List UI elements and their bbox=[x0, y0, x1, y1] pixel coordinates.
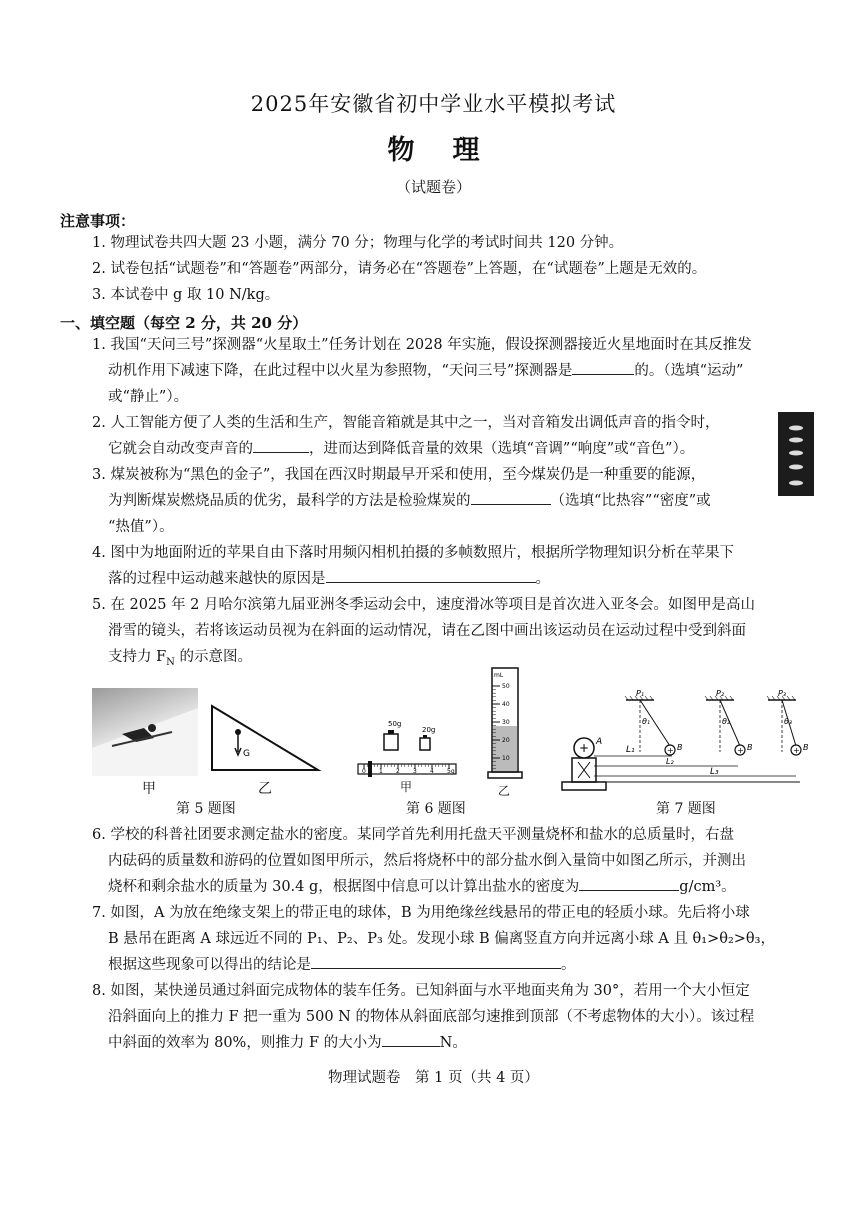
svg-text:+: + bbox=[579, 741, 590, 755]
subject-title: 物理 bbox=[387, 135, 518, 166]
angle-label: θ₃ bbox=[784, 717, 793, 726]
question-7-line: 根据这些现象可以得出的结论是 。 bbox=[108, 952, 576, 978]
answer-blank[interactable] bbox=[471, 490, 551, 505]
answer-blank[interactable] bbox=[326, 568, 536, 583]
charged-balls-diagram bbox=[560, 690, 822, 794]
cylinder-tick-label: 40 bbox=[502, 701, 510, 708]
fig6-label-a: 甲 bbox=[400, 780, 413, 794]
scale-tick-label: 5g bbox=[447, 768, 455, 775]
fig7-caption: 第 7 题图 bbox=[656, 801, 716, 817]
cylinder-tick-label: 30 bbox=[502, 719, 510, 726]
notice-item: 2. 试卷包括“试题卷”和“答题卷”两部分，请务必在“答题卷”上答题，在“试题卷”上题是无效的。 bbox=[92, 261, 707, 277]
question-5-line: 支持力 $F_N$ 的示意图。 bbox=[108, 649, 253, 668]
fig5-label-b: 乙 bbox=[258, 781, 272, 797]
answer-blank[interactable] bbox=[382, 1032, 440, 1047]
gravity-label: G bbox=[243, 749, 250, 759]
notice-heading: 注意事项： bbox=[60, 212, 136, 230]
strobe-apples bbox=[778, 412, 814, 496]
answer-blank[interactable] bbox=[311, 954, 561, 969]
fig5-label-a: 甲 bbox=[142, 781, 156, 797]
support-2 bbox=[705, 690, 753, 755]
answer-blank[interactable] bbox=[253, 438, 309, 453]
scale-tick-label: 4 bbox=[430, 768, 434, 775]
question-6-line: 6. 学校的科普社团要求测定盐水的密度。某同学首先利用托盘天平测量烧杯和盐水的总质量时，右盘 bbox=[92, 827, 734, 843]
fig6-label-b: 乙 bbox=[498, 784, 511, 798]
rider bbox=[368, 761, 372, 777]
apple-strobe-photo bbox=[778, 412, 814, 496]
scale-tick-label: 0 bbox=[362, 768, 366, 775]
question-8-line: 8. 如图，某快递员通过斜面完成物体的装车任务。已知斜面与水平地面夹角为 30°，若用一个大小恒定 bbox=[92, 983, 750, 999]
incline-diagram bbox=[206, 700, 326, 780]
question-1-line: 1. 我国“天问三号”探测器“火星取土”任务计划在 2028 年实施，假设探测器接近火星地面时在其反推发 bbox=[92, 337, 752, 353]
support-3 bbox=[767, 690, 809, 755]
angle-label: θ₂ bbox=[722, 717, 731, 726]
question-4-line: 落的过程中运动越来越快的原因是 。 bbox=[108, 566, 550, 592]
notice-item: 1. 物理试卷共四大题 23 小题，满分 70 分；物理与化学的考试时间共 120 分钟。 bbox=[92, 235, 624, 251]
question-1-line: 动机作用下减速下降，在此过程中以火星为参照物，“天问三号”探测器是 的。（选填“运动” bbox=[108, 358, 743, 384]
point-label: P₁ bbox=[636, 690, 645, 698]
cylinder-unit: mL bbox=[494, 672, 504, 679]
measuring-cylinder bbox=[486, 664, 526, 784]
question-1-line: 或“静止”）。 bbox=[108, 389, 189, 405]
ball-b-label: B bbox=[747, 743, 753, 752]
question-8-line: 沿斜面向上的推力 F 把一重为 500 N 的物体从斜面底部匀速推到顶部（不考虑物体的大小）。该过程 bbox=[108, 1009, 755, 1025]
balance-weights-diagram bbox=[354, 712, 462, 780]
scale-tick-label: 3 bbox=[413, 768, 417, 775]
fig6-caption: 第 6 题图 bbox=[406, 801, 466, 817]
question-5-line: 5. 在 2025 年 2 月哈尔滨第九届亚洲冬季运动会中，速度滑冰等项目是首次进入亚冬会。如图甲是高山 bbox=[92, 597, 756, 613]
distance-l3: L₃ bbox=[710, 767, 719, 777]
question-7-line: B 悬吊在距离 A 球远近不同的 P₁、P₂、P₃ 处。发现小球 B 偏离竖直方向并远离小球 A 且 θ₁>θ₂>θ₃， bbox=[108, 931, 775, 947]
cylinder-tick-label: 50 bbox=[502, 683, 510, 690]
notice-item: 3. 本试卷中 g 取 10 N/kg。 bbox=[92, 287, 280, 303]
point-label: P₂ bbox=[716, 690, 725, 698]
plus-sign: + bbox=[667, 746, 674, 755]
question-3-line: 为判断煤炭燃烧品质的优劣，最科学的方法是检验煤炭的 （选填“比热容”“密度”或 bbox=[108, 488, 711, 514]
distance-l1: L₁ bbox=[626, 745, 635, 755]
ball-b-label: B bbox=[677, 743, 683, 752]
plus-sign: + bbox=[793, 746, 800, 755]
plus-sign: + bbox=[737, 746, 744, 755]
scale-tick-label: 2 bbox=[396, 768, 400, 775]
scale-tick-label: 1 bbox=[379, 768, 383, 775]
paper-type: （试题卷） bbox=[395, 178, 471, 196]
question-8-line: 中斜面的效率为 80%，则推力 F 的大小为 N。 bbox=[108, 1030, 467, 1056]
weight-20g bbox=[420, 738, 430, 750]
section-heading: 一、填空题（每空 2 分，共 20 分） bbox=[60, 314, 308, 332]
cylinder-tick-label: 10 bbox=[502, 755, 510, 762]
answer-blank[interactable] bbox=[572, 360, 634, 375]
distance-l2: L₂ bbox=[666, 757, 674, 766]
question-6-line: 烧杯和剩余盐水的质量为 30.4 g，根据图中信息可以计算出盐水的密度为 g/cm³。 bbox=[108, 874, 736, 900]
page-footer: 物理试题卷 第 1 页（共 4 页） bbox=[328, 1070, 539, 1086]
question-2-line: 2. 人工智能方便了人类的生活和生产，智能音箱就是其中之一，当对音箱发出调低声音的指令时， bbox=[92, 415, 720, 431]
question-2-line: 它就会自动改变声音的 ，进而达到降低音量的效果（选填“音调”“响度”或“音色”）。 bbox=[108, 436, 694, 462]
question-5-line: 滑雪的镜头，若将该运动员视为在斜面的运动情况，请在乙图中画出该运动员在运动过程中受到斜面 bbox=[108, 623, 746, 639]
angle-label: θ₁ bbox=[642, 717, 651, 726]
question-4-line: 4. 图中为地面附近的苹果自由下落时用频闪相机拍摄的多帧数照片，根据所学物理知识分析在苹果下 bbox=[92, 545, 734, 561]
weight-label: 50g bbox=[388, 720, 402, 728]
rider-scale bbox=[358, 764, 456, 774]
cylinder-tick-label: 20 bbox=[502, 737, 510, 744]
ball-a-label: A bbox=[596, 737, 603, 747]
ball-b-label: B bbox=[803, 743, 809, 752]
exam-title: 2025年安徽省初中学业水平模拟考试 bbox=[250, 92, 617, 116]
weight-label: 20g bbox=[422, 726, 436, 734]
question-3-line: “热值”）。 bbox=[108, 519, 174, 535]
fig5-caption: 第 5 题图 bbox=[176, 801, 236, 817]
answer-blank[interactable] bbox=[579, 876, 679, 891]
skier-photo bbox=[92, 688, 198, 776]
salt-water bbox=[493, 726, 517, 771]
question-7-line: 7. 如图，A 为放在绝缘支架上的带正电的球体，B 为用绝缘丝线悬吊的带正电的轻质小球。先后将小球 bbox=[92, 905, 750, 921]
point-label: P₃ bbox=[778, 690, 787, 698]
skier-figure bbox=[92, 688, 198, 776]
question-3-line: 3. 煤炭被称为“黑色的金子”，我国在西汉时期最早开采和使用，至今煤炭仍是一种重要的能源， bbox=[92, 467, 706, 483]
weight-50g bbox=[384, 734, 398, 750]
question-6-line: 内砝码的质量数和游码的位置如图甲所示，然后将烧杯中的部分盐水倒入量筒中如图乙所示，并测出 bbox=[108, 853, 746, 869]
